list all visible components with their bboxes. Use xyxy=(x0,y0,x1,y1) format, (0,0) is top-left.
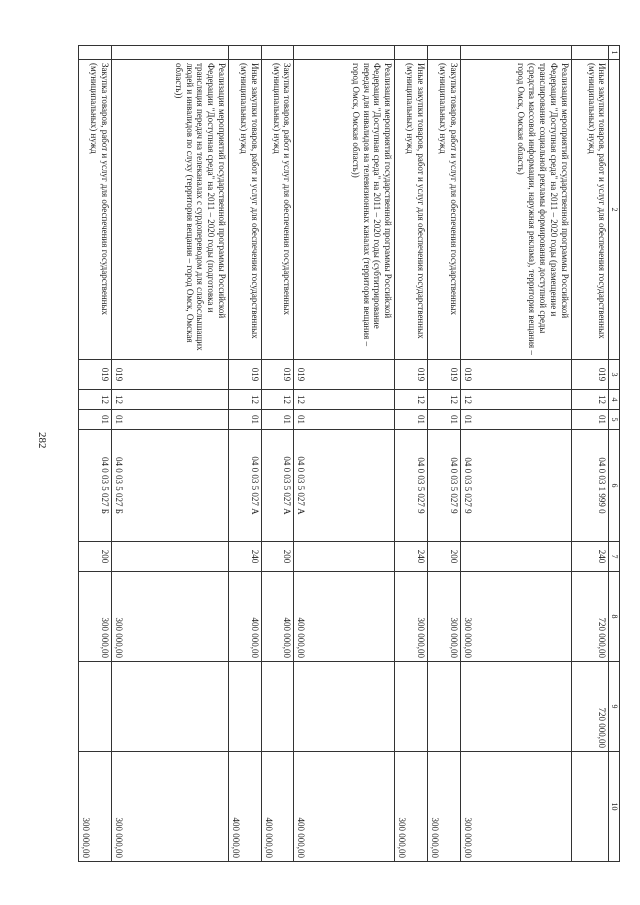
header-col-9: 9 xyxy=(609,662,620,752)
cell-expense-type: 240 xyxy=(571,542,609,572)
header-col-8: 8 xyxy=(609,572,620,662)
cell-section: 12 xyxy=(428,390,461,410)
cell-section: 12 xyxy=(111,390,228,410)
header-col-2: 2 xyxy=(609,60,620,360)
cell-expense-type: 200 xyxy=(79,542,112,572)
table-row xyxy=(294,46,395,862)
cell-subsection: 01 xyxy=(571,410,609,430)
cell-index xyxy=(294,46,395,60)
header-col-6: 6 xyxy=(609,430,620,542)
cell-amount-other: 300 000,00 xyxy=(395,752,428,862)
cell-subsection: 01 xyxy=(294,410,395,430)
cell-code: 019 xyxy=(228,360,261,390)
cell-target-article: 04 0 03 1 999 0 xyxy=(571,430,609,542)
cell-subsection: 01 xyxy=(428,410,461,430)
cell-code: 019 xyxy=(261,360,294,390)
table-row xyxy=(261,46,294,862)
cell-section: 12 xyxy=(460,390,571,410)
cell-expense-type xyxy=(111,542,228,572)
cell-amount-total: 400 000,00 xyxy=(294,572,395,662)
table-row xyxy=(571,46,609,862)
cell-amount-federal xyxy=(79,662,112,752)
cell-amount-total: 300 000,00 xyxy=(460,572,571,662)
cell-target-article: 04 0 03 5 027 А xyxy=(294,430,395,542)
cell-description: Иные закупки товаров, работ и услуг для обеспечения государственных (муниципальных) нужд xyxy=(228,60,261,360)
cell-code: 019 xyxy=(460,360,571,390)
cell-amount-federal xyxy=(428,662,461,752)
rotated-table-container xyxy=(78,45,620,861)
cell-subsection: 01 xyxy=(395,410,428,430)
cell-section: 12 xyxy=(79,390,112,410)
cell-code: 019 xyxy=(571,360,609,390)
cell-description: Иные закупки товаров, работ и услуг для обеспечения государственных (муниципальных) нужд xyxy=(395,60,428,360)
cell-expense-type xyxy=(460,542,571,572)
cell-subsection: 01 xyxy=(79,410,112,430)
cell-target-article: 04 0 03 5 027 9 xyxy=(428,430,461,542)
cell-section: 12 xyxy=(261,390,294,410)
cell-amount-total: 300 000,00 xyxy=(79,572,112,662)
table-row xyxy=(79,46,112,862)
cell-section: 12 xyxy=(571,390,609,410)
cell-amount-other: 300 000,00 xyxy=(460,752,571,862)
cell-section: 12 xyxy=(395,390,428,410)
cell-amount-other xyxy=(571,752,609,862)
header-col-5: 5 xyxy=(609,410,620,430)
cell-code: 019 xyxy=(428,360,461,390)
cell-section: 12 xyxy=(294,390,395,410)
cell-amount-other: 400 000,00 xyxy=(261,752,294,862)
cell-expense-type xyxy=(294,542,395,572)
cell-amount-total: 300 000,00 xyxy=(428,572,461,662)
cell-code: 019 xyxy=(395,360,428,390)
header-col-3: 3 xyxy=(609,360,620,390)
table-body xyxy=(79,46,609,862)
cell-amount-federal xyxy=(228,662,261,752)
table-row xyxy=(460,46,571,862)
cell-subsection: 01 xyxy=(228,410,261,430)
cell-code: 019 xyxy=(294,360,395,390)
cell-index xyxy=(261,46,294,60)
cell-description: Закупка товаров, работ и услуг для обеспечения государственных (муниципальных) нужд xyxy=(79,60,112,360)
header-col-1: 1 xyxy=(609,46,620,60)
cell-target-article: 04 0 03 5 027 Б xyxy=(79,430,112,542)
cell-index xyxy=(79,46,112,60)
cell-amount-federal xyxy=(111,662,228,752)
header-col-4: 4 xyxy=(609,390,620,410)
cell-description: Реализация мероприятий государственной программы Российской Федерации "Доступная среда" на 2011 – 2020 годы (подготовка и трансляция передач на телеканалах с сурдопереводом для слабослышащих людей и инвалидов по слуху (территория вещания – город Омск, Омская область)) xyxy=(111,60,228,360)
cell-amount-federal xyxy=(261,662,294,752)
cell-expense-type: 240 xyxy=(395,542,428,572)
budget-table xyxy=(78,45,620,862)
cell-amount-federal xyxy=(395,662,428,752)
cell-amount-other: 400 000,00 xyxy=(294,752,395,862)
cell-expense-type: 200 xyxy=(428,542,461,572)
cell-index xyxy=(395,46,428,60)
cell-amount-total: 400 000,00 xyxy=(228,572,261,662)
cell-amount-federal: 720 000,00 xyxy=(571,662,609,752)
header-col-10: 10 xyxy=(609,752,620,862)
cell-code: 019 xyxy=(79,360,112,390)
cell-subsection: 01 xyxy=(460,410,571,430)
header-col-7: 7 xyxy=(609,542,620,572)
cell-amount-total: 400 000,00 xyxy=(261,572,294,662)
cell-code: 019 xyxy=(111,360,228,390)
cell-section: 12 xyxy=(228,390,261,410)
cell-amount-other: 300 000,00 xyxy=(111,752,228,862)
cell-description: Иные закупки товаров, работ и услуг для обеспечения государственных (муниципальных) нужд xyxy=(571,60,609,360)
cell-description: Закупка товаров, работ и услуг для обеспечения государственных (муниципальных) нужд xyxy=(261,60,294,360)
page-number: 282 xyxy=(36,432,48,449)
table-row xyxy=(228,46,261,862)
cell-amount-federal xyxy=(460,662,571,752)
cell-target-article: 04 0 03 5 027 А xyxy=(261,430,294,542)
cell-description: Реализация мероприятий государственной программы Российской Федерации "Доступная среда" на 2011 – 2020 годы (размещение и транслирование социальной рекламы формирования доступной среды (средства массовой информации, наружная реклама), территория вещания – город Омск, Омская область) xyxy=(460,60,571,360)
cell-subsection: 01 xyxy=(111,410,228,430)
cell-amount-total: 300 000,00 xyxy=(395,572,428,662)
cell-index xyxy=(460,46,571,60)
cell-expense-type: 240 xyxy=(228,542,261,572)
cell-description: Закупка товаров, работ и услуг для обеспечения государственных (муниципальных) нужд xyxy=(428,60,461,360)
cell-amount-total: 720 000,00 xyxy=(571,572,609,662)
cell-target-article: 04 0 03 5 027 9 xyxy=(395,430,428,542)
cell-amount-other: 300 000,00 xyxy=(428,752,461,862)
table-row xyxy=(111,46,228,862)
table-row xyxy=(428,46,461,862)
cell-amount-other: 400 000,00 xyxy=(228,752,261,862)
cell-amount-other: 300 000,00 xyxy=(79,752,112,862)
cell-amount-total: 300 000,00 xyxy=(111,572,228,662)
header-row xyxy=(609,46,620,862)
cell-expense-type: 200 xyxy=(261,542,294,572)
cell-index xyxy=(571,46,609,60)
cell-amount-federal xyxy=(294,662,395,752)
cell-target-article: 04 0 03 5 027 9 xyxy=(460,430,571,542)
cell-target-article: 04 0 03 5 027 А xyxy=(228,430,261,542)
cell-target-article: 04 0 03 5 027 Б xyxy=(111,430,228,542)
cell-index xyxy=(228,46,261,60)
cell-description: Реализация мероприятий государственной программы Российской Федерации "Доступная среда" на 2011 – 2020 годы (субтитрирование передач для инвалидов на телевизионных каналах (территория вещания – город Омск, Омская область)) xyxy=(294,60,395,360)
table-row xyxy=(395,46,428,862)
cell-subsection: 01 xyxy=(261,410,294,430)
cell-index xyxy=(111,46,228,60)
cell-index xyxy=(428,46,461,60)
